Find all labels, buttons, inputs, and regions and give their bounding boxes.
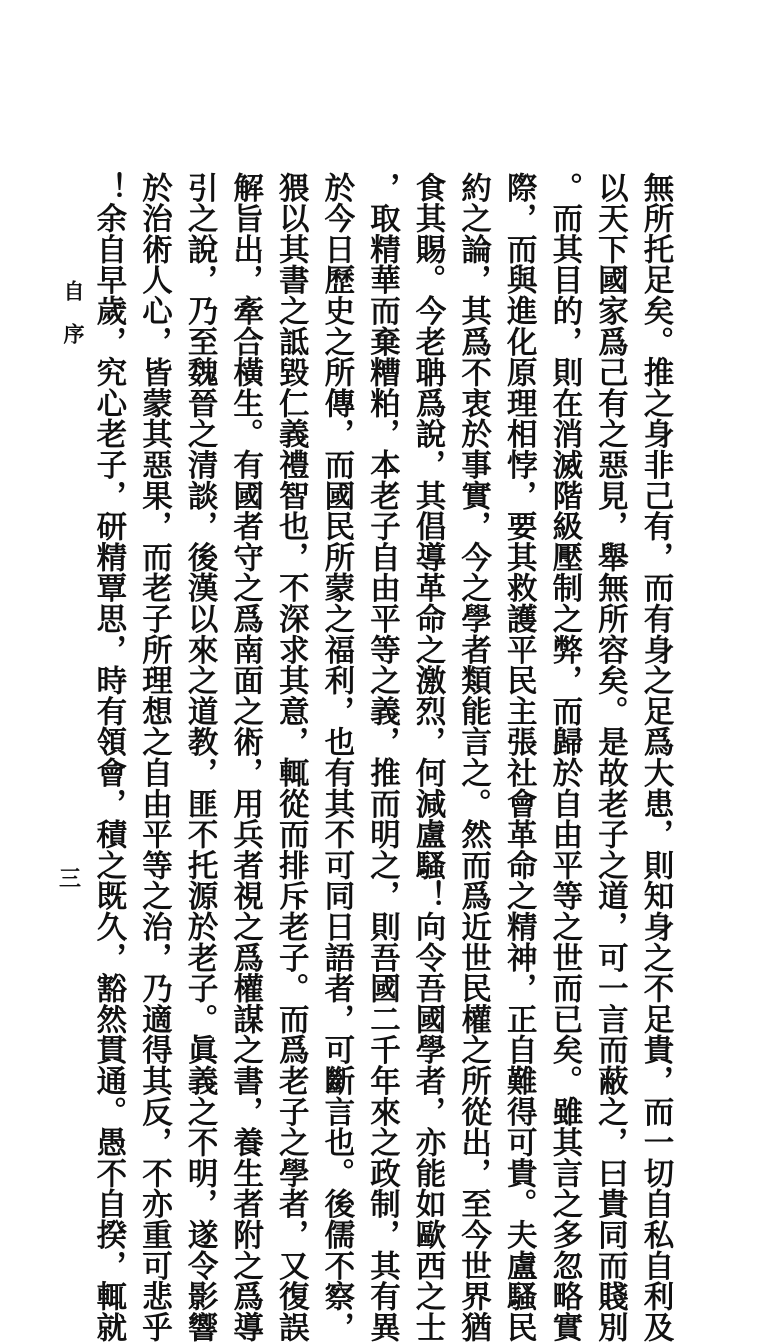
text-column-5: 約之論，其爲不衷於事實，今之學者類能言之。然而爲近世民權之所從出，至今世界猶 [455,172,492,1342]
body-text [85,172,678,1342]
text-column-6: 食其賜。今老聃爲說，其倡導革命之激烈，何減盧騷！向令吾國學者，亦能如歐西之士 [410,172,447,1342]
text-column-2: 以天下國家爲己有之惡見，舉無所容矣。是故老子之道，可一言而蔽之，曰貴同而賤別 [592,172,629,1342]
page-number: 三 [58,866,81,892]
text-column-12: 於治術人心，皆蒙其惡果，而老子所理想之自由平等之治，乃適得其反，不亦重可悲乎 [136,172,173,1342]
text-column-13: ！余自早歲，究心老子，研精覃思，時有領會，積之既久，豁然貫通。愚不自揆，輒就 [90,172,127,1342]
text-column-11: 引之說，乃至魏晉之清談，後漢以來之道教，匪不托源於老子。眞義之不明，遂令影響 [182,172,219,1342]
text-column-9: 猥以其書之詆毀仁義禮智也，不深求其意，輒從而排斥老子。而爲老子之學者，又復誤 [273,172,310,1342]
text-column-3: 。而其目的，則在消滅階級壓制之弊，而歸於自由平等之世而已矣。雖其言之多忽略實 [546,172,583,1342]
text-column-1: 無所托足矣。推之身非己有，而有身之足爲大患，則知身之不足貴，而一切自私自利及 [638,172,674,1342]
text-column-7: ，取精華而棄糟粕，本老子自由平等之義，推而明之，則吾國二千年來之政制，其有異 [364,172,401,1342]
text-column-8: 於今日歷史之所傳，而國民所蒙之福利，也有其不可同日語者，可斷言也。後儒不察， [318,172,355,1342]
text-column-10: 解旨出，牽合橫生。有國者守之爲南面之術，用兵者視之爲權謀之書，養生者附之爲導 [227,172,264,1342]
running-head: 自序 [61,280,86,366]
text-column-4: 際，而與進化原理相悖，要其救護平民主張社會革命之精神，正自難得可貴。夫盧騷民 [501,172,538,1342]
